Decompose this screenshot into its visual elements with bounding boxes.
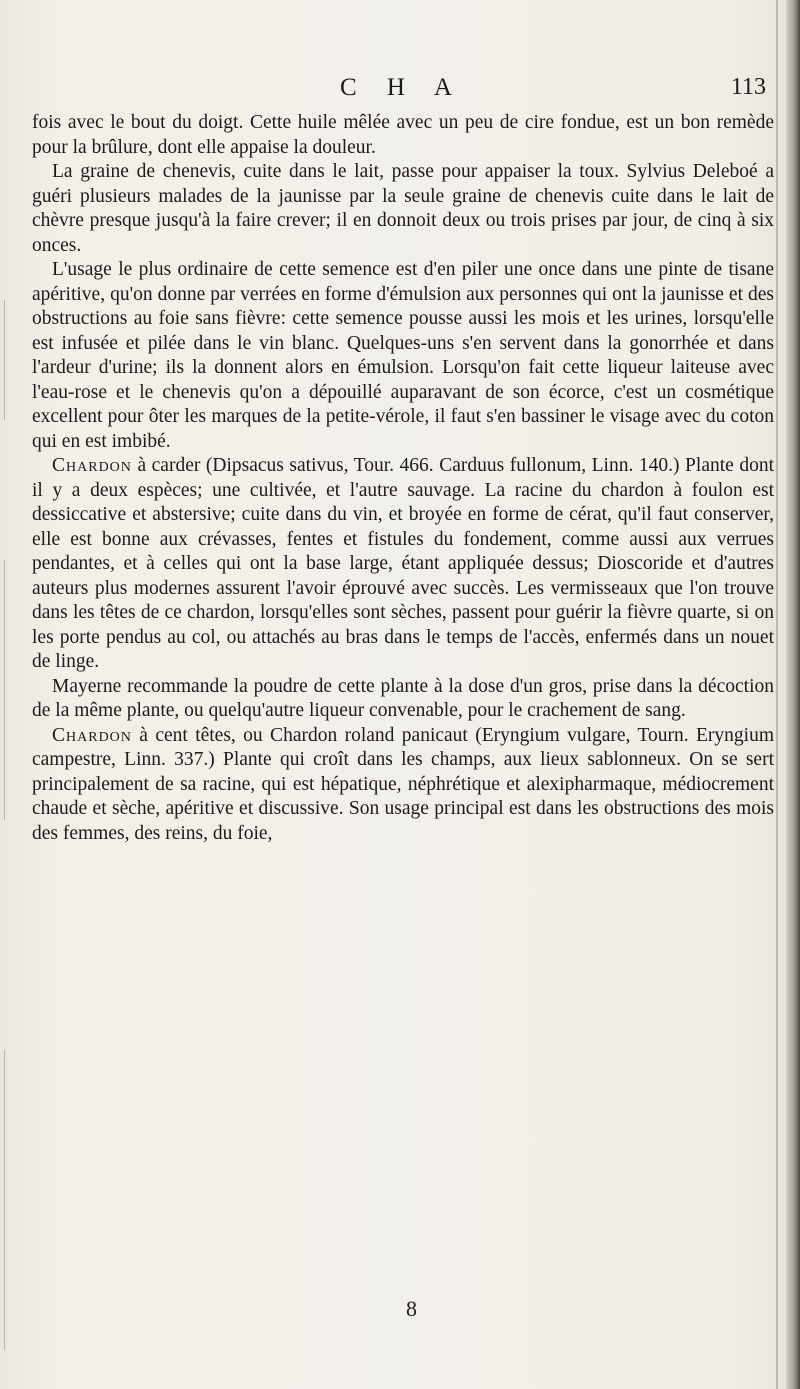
paragraph-text: à cent têtes, ou Chardon roland panicaut (Eryngium vulgare, Tourn. Eryngium campestre, Linn. 337.) Plante qui croît dans les champs, aux lieux sablonneux. On se sert principalement de sa racine, qui est hépatique, néphrétique et alexipharmaque, médiocrement chaude et sèche, apéritive et discussive. Son usage principal est dans les obstructions des mois des femmes, des reins, du foie, [32, 724, 775, 844]
paragraph-text: L'usage le plus ordinaire de cette semence est d'en piler une once dans une pinte de tisane apéritive, qu'on donne par verrées en forme d'émulsion aux personnes qui ont la jaunisse et des obstructions au foie sans fièvre: cette semence pousse aussi les mois et les urines, lorsqu'elle est infusée et pilée dans le vin blanc. Quelques-uns s'en servent dans la gonorrhée et dans l'ardeur d'urine; ils la donnent alors en émulsion. Lorsqu'on fait cette liqueur laiteuse avec l'eau-rose et le chenevis qu'on a dépouillé auparavant de son écorce, c'est un cosmétique excellent pour ôter les marques de la petite-vérole, il faut s'en bassiner le visage avec du coton qui en est imbibé. [32, 259, 774, 452]
margin-shadow [4, 1050, 5, 1350]
paragraph-text: à carder (Dipsacus sativus, Tour. 466. Carduus fullonum, Linn. 140.) Plante dont il y a deux espèces; une cultivée, et l'autre sauvage. La racine du chardon à foulon est dessiccative et abstersive; cuite dans du vin, et broyée en forme de cérat, qu'il faut conserver, elle est bonne aux crévasses, fentes et fistules du fondement, comme aussi aux verrues pendantes, et à celles qui ont la base large, étant appliquée dessus; Dioscoride et d'autres auteurs plus modernes assurent l'avoir éprouvé avec succès. Les vermisseaux que l'on trouve dans les têtes de ce chardon, lorsqu'elles sont sèches, passent pour guérir la fièvre quarte, si on les porte pendus au col, ou attachés au bras dans le temps de l'accès, enfermés dans un nouet de linge. [32, 455, 775, 672]
page-binding-edge [786, 0, 800, 1389]
paragraph [32, 454, 774, 675]
paragraph [32, 160, 774, 258]
entry-headword: Chardon [52, 724, 132, 746]
margin-shadow [4, 560, 5, 820]
page-fold-line [776, 0, 778, 1389]
margin-shadow [4, 300, 5, 420]
paragraph-text: fois avec le bout du doigt. Cette huile mêlée avec un peu de cire fondue, est un bon remède pour la brûlure, dont elle appaise la douleur. [32, 112, 774, 158]
running-head: C H A [340, 74, 464, 101]
paragraph-text: Mayerne recommande la poudre de cette plante à la dose d'un gros, prise dans la décoction de la même plante, ou quelqu'autre liqueur convenable, pour le crachement de sang. [32, 675, 774, 721]
page-body [32, 111, 774, 846]
paragraph [32, 724, 774, 847]
entry-headword: Chardon [52, 455, 132, 476]
paragraph [32, 675, 774, 724]
paragraph [32, 258, 774, 454]
signature-mark: 8 [406, 1296, 417, 1321]
page-number: 113 [730, 74, 766, 100]
paragraph [32, 111, 774, 160]
page-header [32, 74, 774, 108]
paragraph-text: La graine de chenevis, cuite dans le lait, passe pour appaiser la toux. Sylvius Deleboé a guéri plusieurs malades de la jaunisse par la seule graine de chenevis cuite dans le lait de chèvre presque jusqu'à la faire crever; il en donnoit deux ou trois prises par jour, de cinq à six onces. [32, 161, 774, 256]
